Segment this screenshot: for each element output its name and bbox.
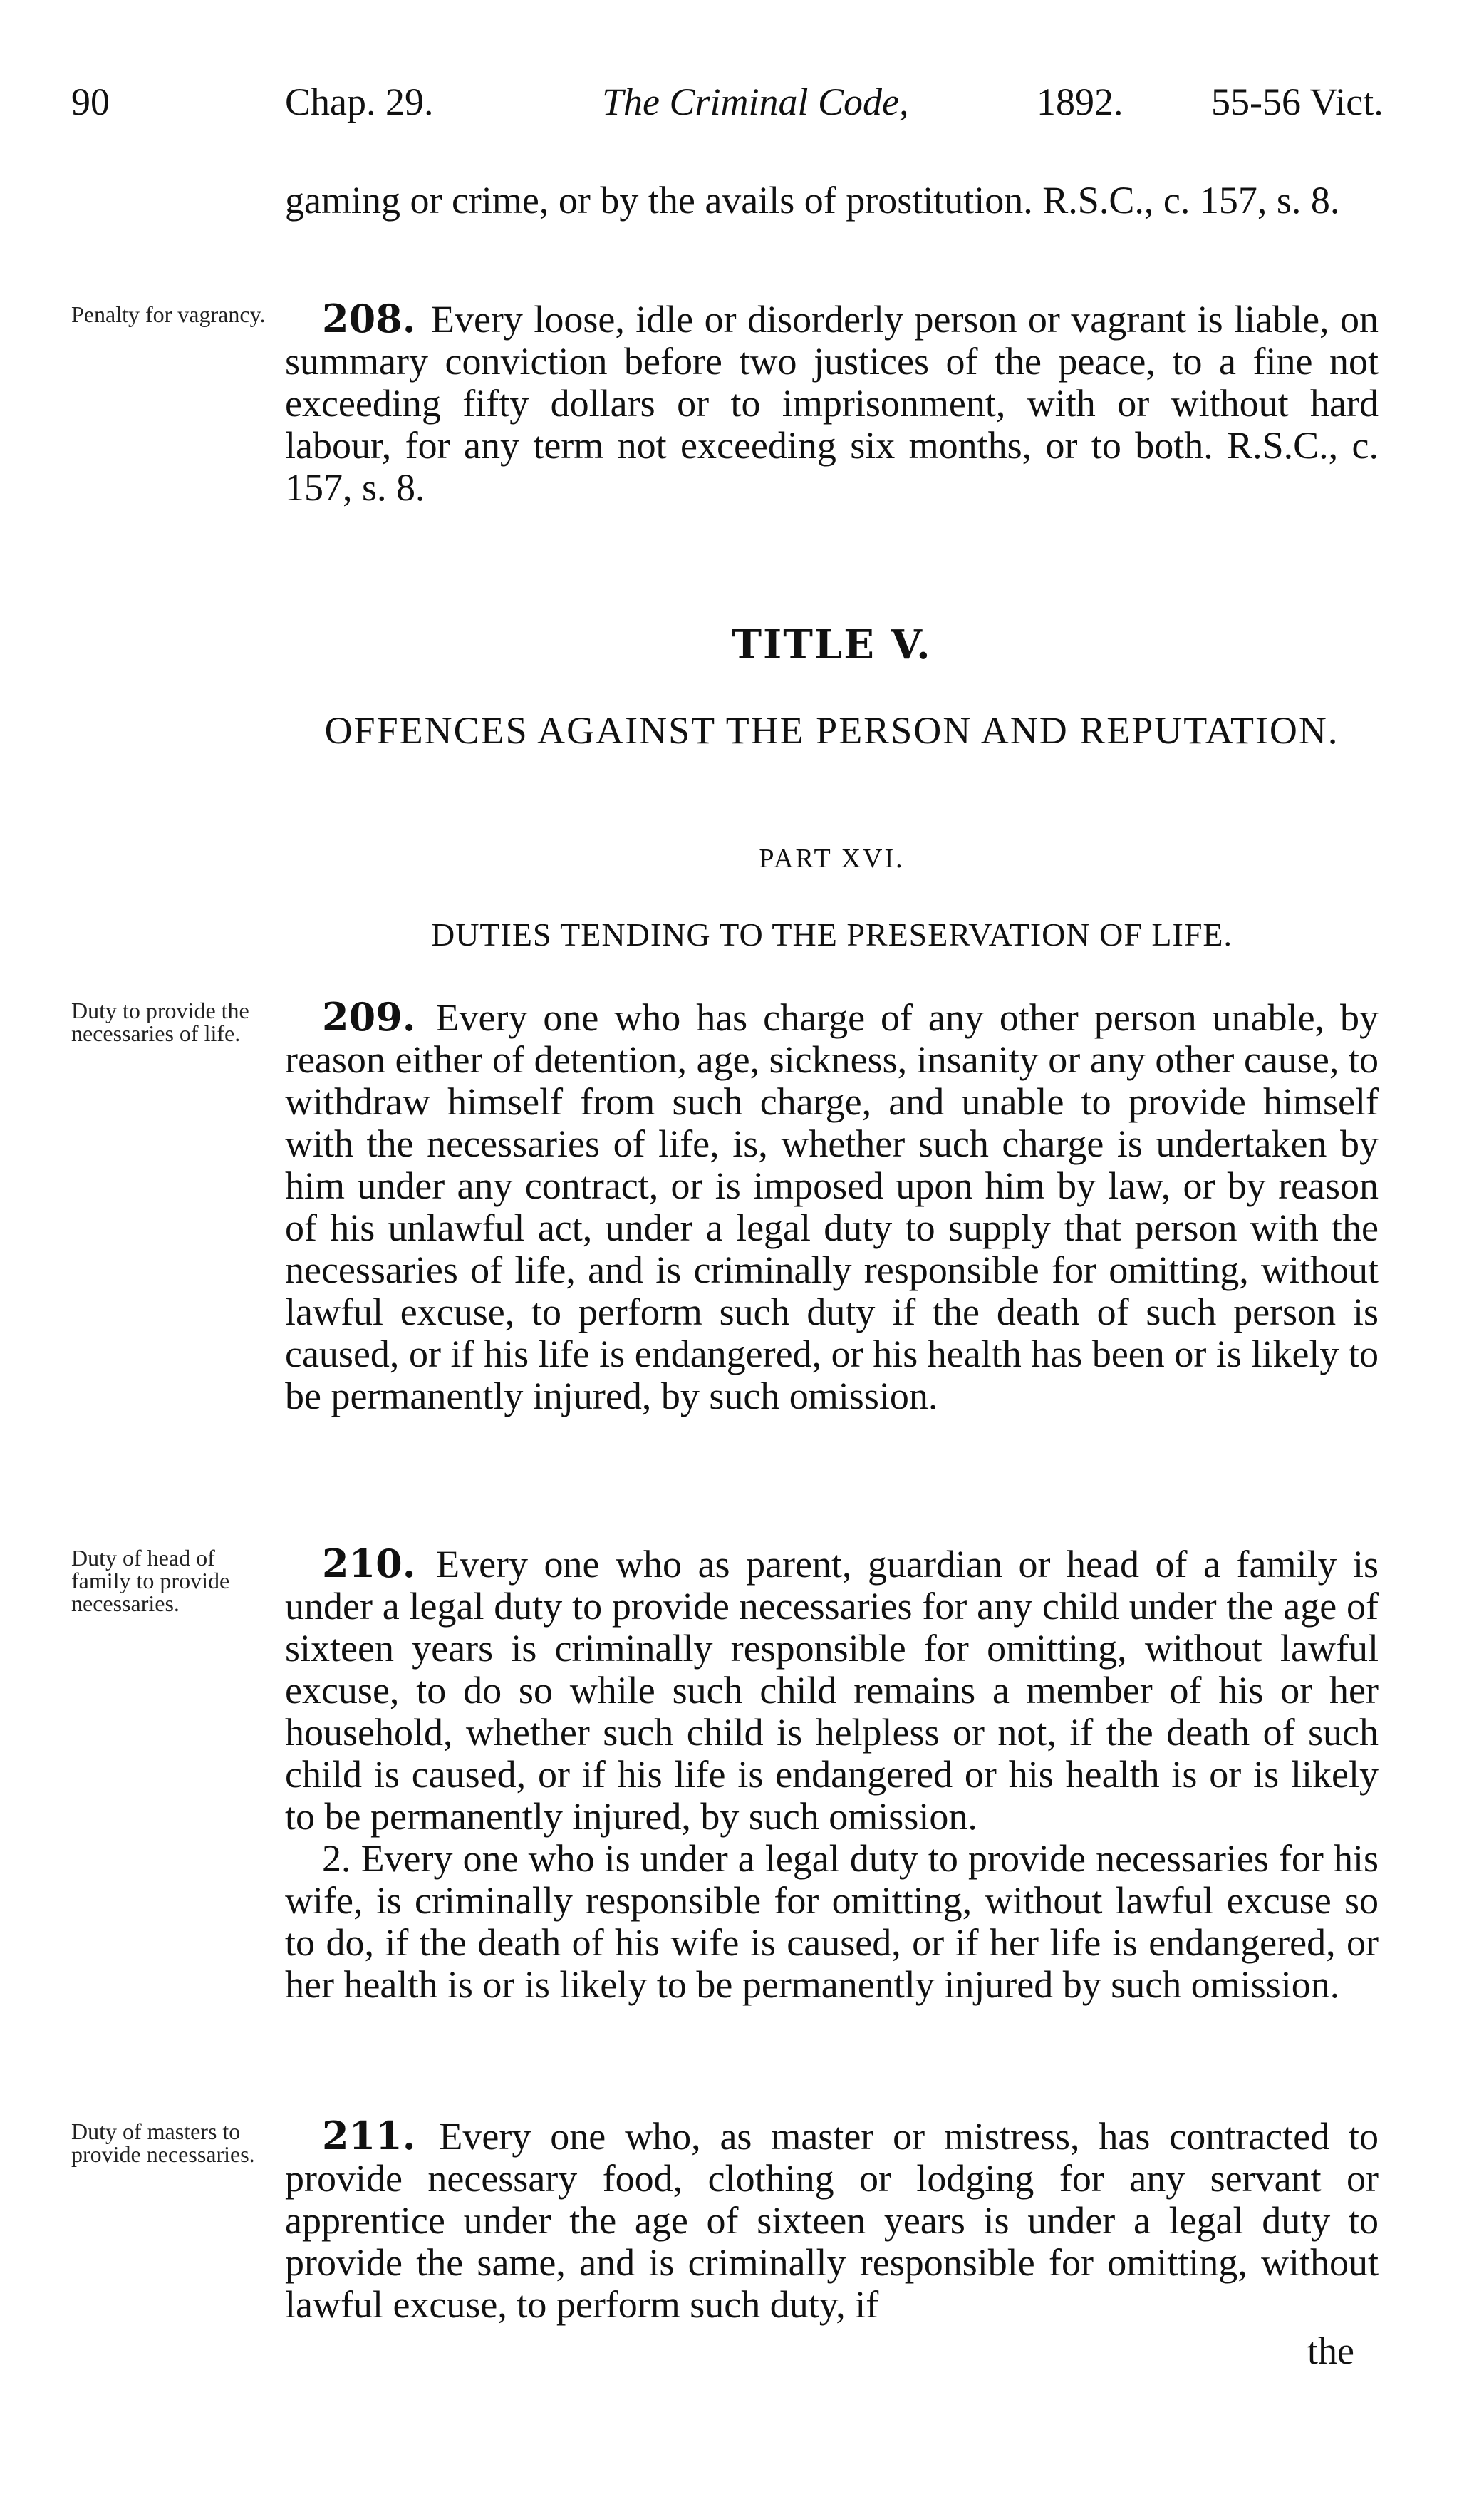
margin-note-210: Duty of head of family to provide necessaries.: [71, 1545, 230, 1616]
section-210: [285, 1543, 1379, 2006]
part-heading: PART XVI.: [759, 844, 905, 874]
code-year: 1892.: [1037, 81, 1124, 123]
continuation-text: gaming or crime, or by the avails of prostitution. R.S.C., c. 157, s. 8.: [285, 179, 1340, 222]
section-text: Every one who, as master or mistress, has contracted to provide necessary food, clothing or lodging for any servant or apprentice under the age of sixteen years is under a legal duty to provide the same, and is criminally responsible for omitting, without lawful excuse, to perform such duty, if: [285, 2115, 1379, 2326]
section-number: 208.: [322, 296, 416, 341]
margin-note-209: Duty to provide the necessaries of life.: [71, 998, 249, 1046]
section-text: Every one who has charge of any other person unable, by reason either of detention, age, sickness, insanity or any other cause, to withdraw himself from such charge, and unable to provide himself with the necessaries of life, is, whether such charge is undertaken by him under any contract, or is imposed upon him by law, or by reason of his unlawful act, under a legal duty to supply that person with the necessaries of life, and is criminally responsible for omitting, without lawful excuse, to perform such duty if the death of such person is caused, or if his life is endangered, or his health has been or is likely to be permanently injured, by such omission.: [285, 996, 1379, 1417]
chapter-label: Chap. 29.: [285, 81, 434, 123]
code-title: The Criminal Code,: [602, 81, 909, 123]
section-211: [285, 2115, 1379, 2326]
section-210-subsection-2: 2. Every one who is under a legal duty to provide necessaries for his wife, is criminally responsible for omitting, without lawful excuse so to do, if the death of his wife is caused, or if her life is endangered, or her health is or is likely to be permanently injured by such omission.: [285, 1837, 1379, 2006]
part-subheading: DUTIES TENDING TO THE PRESERVATION OF LIFE.: [430, 916, 1233, 953]
section-number: 210.: [322, 1541, 416, 1586]
section-208: [285, 298, 1379, 509]
title-subheading: OFFENCES AGAINST THE PERSON AND REPUTATION.: [324, 709, 1339, 752]
section-text: Every one who as parent, guardian or head of a family is under a legal duty to provide necessaries for any child under the age of sixteen years is criminally responsible for omitting, without lawful excuse, to do so while such child remains a member of his or her household, whether such child is helpless or not, if the death of such child is caused, or if his life is endangered or his health is or is likely to be permanently injured, by such omission.: [285, 1543, 1379, 1838]
section-text: Every loose, idle or disorderly person or vagrant is liable, on summary conviction before two justices of the peace, to a fine not exceeding fifty dollars or to imprisonment, with or without hard labour, for any term not exceeding six months, or to both. R.S.C., c. 157, s. 8.: [285, 298, 1379, 509]
regnal-year: 55-56 Vict.: [1211, 81, 1384, 123]
running-header: [0, 80, 1484, 130]
section-number: 209.: [322, 994, 416, 1040]
section-209: [285, 996, 1379, 1417]
catchword: the: [1307, 2329, 1354, 2372]
margin-note-208: Penalty for vagrancy.: [71, 301, 266, 327]
margin-note-211: Duty of masters to provide necessaries.: [71, 2119, 255, 2167]
title-heading: TITLE V.: [732, 621, 932, 668]
page-number: 90: [71, 81, 110, 123]
section-number: 211.: [322, 2113, 416, 2158]
